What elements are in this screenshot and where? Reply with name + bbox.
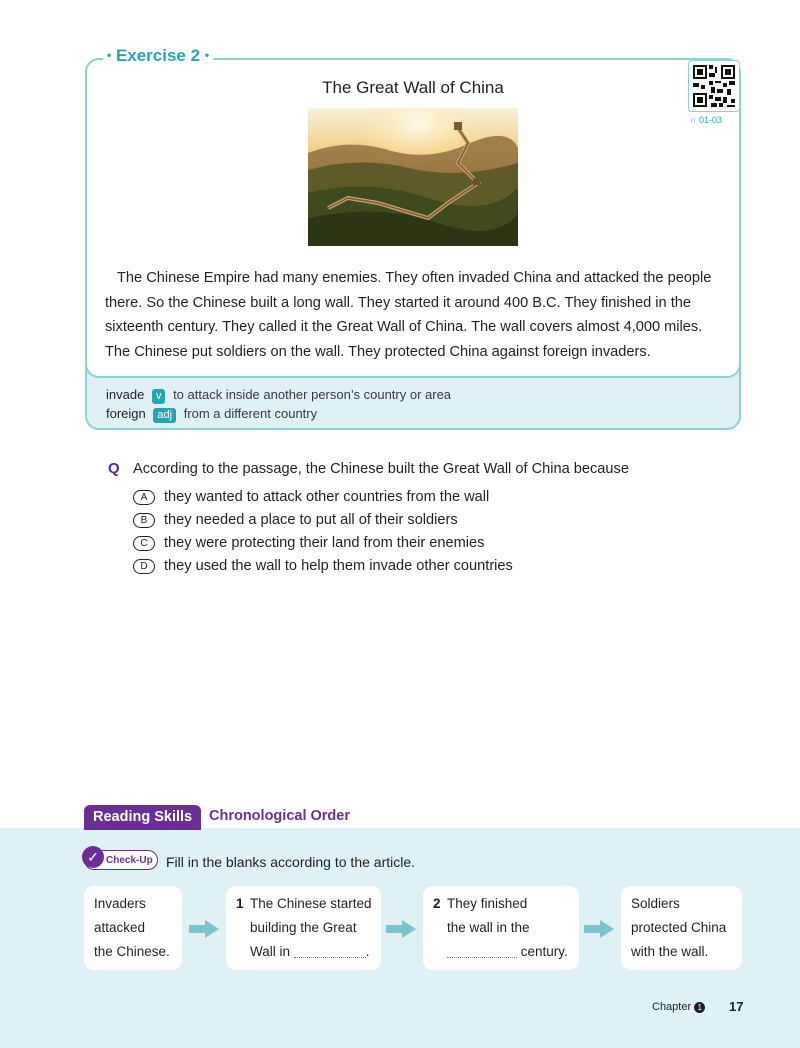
vocab-item-foreign (106, 406, 317, 423)
option-b[interactable] (133, 512, 458, 528)
card-line: with the wall. (631, 944, 709, 959)
pos-tag: v (152, 389, 166, 404)
answer-blank-1[interactable] (294, 943, 366, 958)
pos-tag: adj (153, 408, 176, 423)
card-line: Invaders (94, 896, 146, 911)
sequence-card-3 (423, 886, 579, 970)
card-number: 2 (433, 896, 441, 911)
reading-skills-subtitle: Chronological Order (209, 808, 350, 824)
audio-track[interactable]: ∩ 01-03 (690, 115, 723, 125)
passage-title: The Great Wall of China (322, 78, 504, 97)
option-c[interactable] (133, 535, 484, 551)
option-d[interactable] (133, 558, 513, 574)
footer-chapter: Chapter 1 (652, 1001, 705, 1013)
reading-skills-tab: Reading Skills (84, 805, 201, 830)
card-line: Soldiers (631, 896, 680, 911)
arrow-right-icon (189, 920, 219, 938)
option-text: they used the wall to help them invade other countries (164, 558, 513, 574)
headphones-icon: ∩ (690, 115, 697, 125)
card-line: the wall in the (447, 920, 530, 935)
card-number: 1 (236, 896, 244, 911)
card-line: building the Great (250, 920, 357, 935)
sequence-card-1 (84, 886, 182, 970)
answer-blank-2[interactable] (447, 943, 517, 958)
card-line: 1 The Chinese started (236, 892, 381, 916)
card-line: the Chinese. (94, 944, 170, 959)
card-line: attacked (94, 920, 146, 935)
card-line: protected China (631, 920, 727, 935)
great-wall-photo (308, 108, 518, 246)
option-text: they were protecting their land from their enemies (164, 535, 485, 551)
exercise-label: • Exercise 2 • (103, 46, 213, 66)
option-letter: A (133, 490, 155, 505)
option-a[interactable] (133, 489, 489, 505)
card-line: 2 They finished (433, 892, 579, 916)
vocab-word: foreign (106, 406, 146, 421)
vocab-word: invade (106, 387, 145, 402)
checkup-instruction: Fill in the blanks according to the article. (166, 854, 416, 870)
option-text: they wanted to attack other countries from the wall (164, 489, 490, 505)
arrow-right-icon (386, 920, 416, 938)
option-letter: C (133, 536, 155, 551)
vocab-definition: from a different country (183, 406, 318, 421)
question-text: According to the passage, the Chinese built the Great Wall of China because (133, 461, 629, 477)
vocab-definition: to attack inside another person’s country or area (173, 387, 452, 402)
vocab-item-invade (106, 387, 451, 404)
card-line: century. (433, 940, 579, 964)
passage-text: The Chinese Empire had many enemies. They often invaded China and attacked the people there. So the Chinese built a long wall. They started it around 400 B.C. They finished in the sixteenth century. They called it the Great Wall of China. The wall covers almost 4,000 miles. The Chinese put soldiers on the wall. They protected China against foreign invaders. (105, 270, 712, 360)
checkup-label: Check-Up (106, 855, 153, 866)
qr-code-icon[interactable] (688, 60, 740, 112)
option-letter: D (133, 559, 155, 574)
page-number: 17 (729, 999, 744, 1014)
arrow-right-icon (584, 920, 614, 938)
option-letter: B (133, 513, 155, 528)
option-text: they needed a place to put all of their soldiers (164, 512, 458, 528)
chapter-number: 1 (694, 1002, 705, 1013)
question-marker: Q (108, 460, 120, 477)
checkmark-icon: ✓ (82, 846, 104, 868)
sequence-card-4 (621, 886, 742, 970)
card-line: Wall in . (250, 944, 370, 959)
sequence-card-2 (226, 886, 381, 970)
